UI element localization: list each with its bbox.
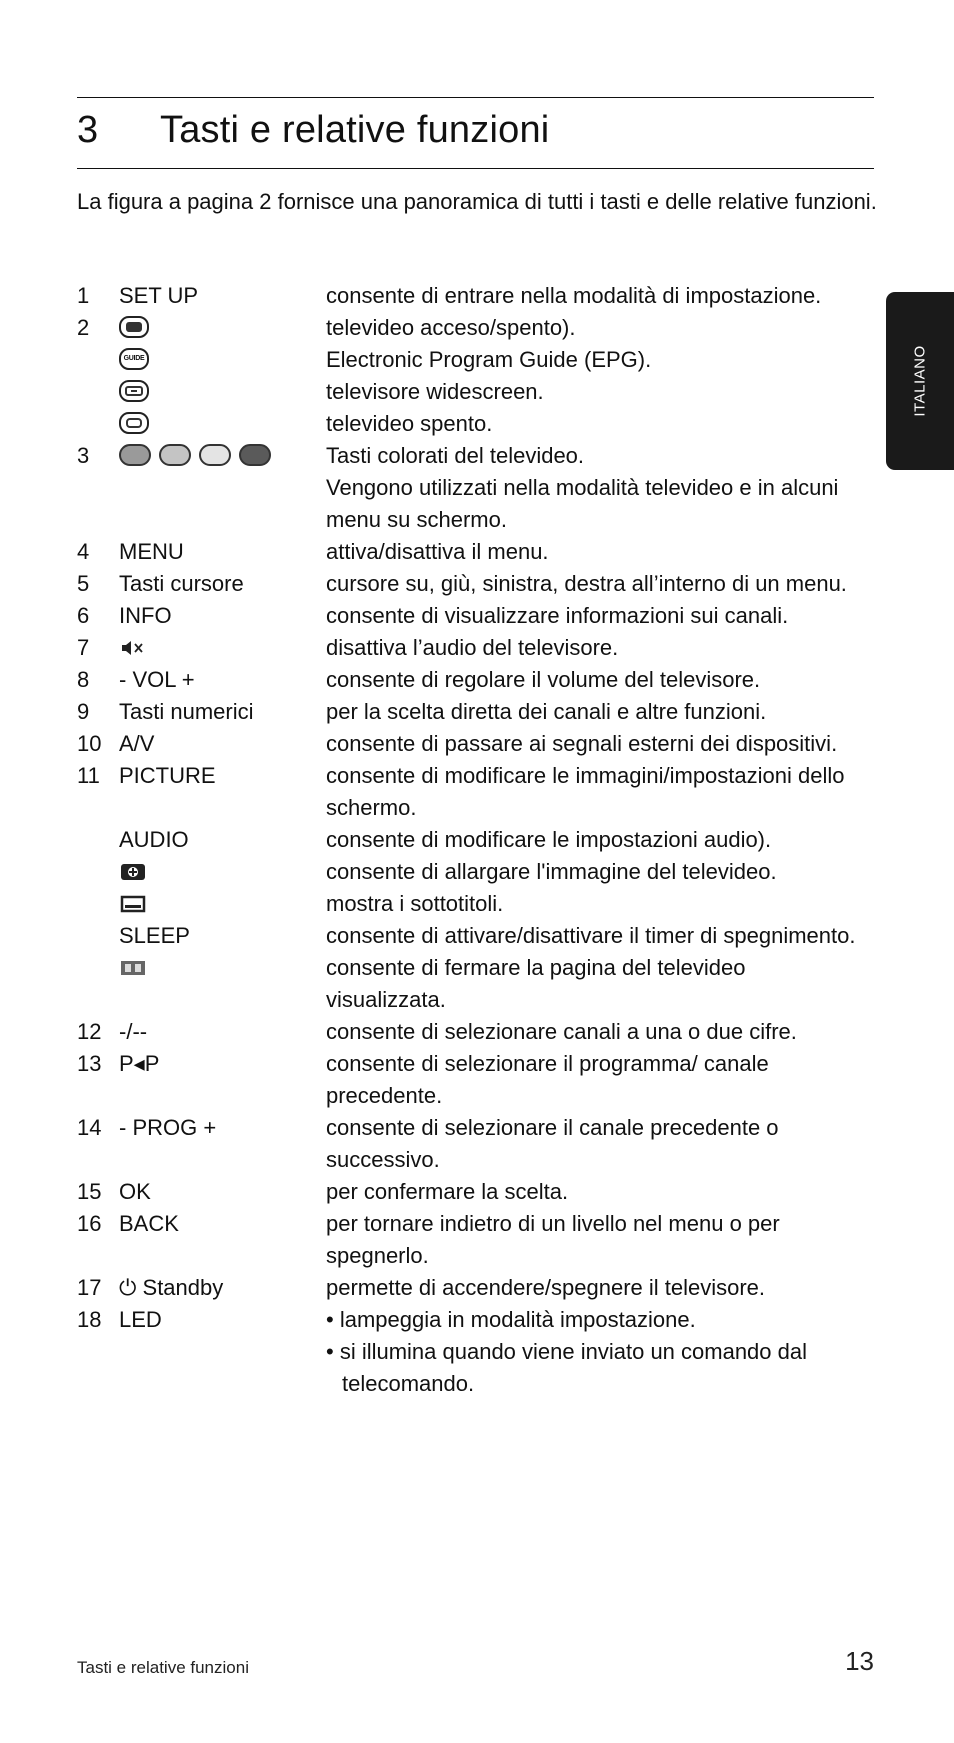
item-number bbox=[77, 824, 119, 856]
item-description bbox=[326, 344, 866, 376]
chapter-number: 3 bbox=[77, 109, 99, 151]
item-number: 16 bbox=[77, 1211, 102, 1236]
page-number: 13 bbox=[845, 1646, 874, 1676]
chapter-heading bbox=[77, 105, 549, 155]
item-number: 9 bbox=[77, 699, 90, 724]
language-tab-label: ITALIANO bbox=[911, 345, 929, 417]
item-description bbox=[326, 1016, 866, 1048]
list-item bbox=[77, 1112, 877, 1176]
description-line: consente di fermare la pagina del televideo visualizzata. bbox=[326, 955, 746, 1012]
item-key bbox=[119, 312, 326, 344]
item-key: INFO bbox=[119, 603, 172, 628]
item-key: Tasti numerici bbox=[119, 699, 254, 724]
item-key bbox=[119, 632, 326, 664]
item-description bbox=[326, 312, 866, 344]
color-key-icon bbox=[239, 444, 271, 466]
item-number: 10 bbox=[77, 731, 102, 756]
color-keys-icon bbox=[119, 443, 279, 468]
description-line: cursore su, giù, sinistra, destra all’interno di un menu. bbox=[326, 571, 847, 596]
item-description bbox=[326, 1208, 866, 1272]
item-key: - PROG + bbox=[119, 1115, 217, 1140]
item-description bbox=[326, 856, 866, 888]
description-line: per tornare indietro di un livello nel menu o per spegnerlo. bbox=[326, 1211, 780, 1268]
list-item bbox=[77, 632, 877, 664]
item-number: 3 bbox=[77, 443, 90, 468]
list-item bbox=[77, 312, 877, 344]
list-item bbox=[77, 440, 877, 536]
item-number bbox=[77, 952, 119, 1016]
item-number: 12 bbox=[77, 1019, 102, 1044]
chapter-title: Tasti e relative funzioni bbox=[160, 109, 550, 151]
description-line: consente di attivare/disattivare il timer di spegnimento. bbox=[326, 923, 856, 948]
footer-title: Tasti e relative funzioni bbox=[77, 1658, 249, 1677]
list-item bbox=[77, 1048, 877, 1112]
item-number bbox=[77, 856, 119, 888]
item-key bbox=[119, 408, 326, 440]
description-line: Vengono utilizzati nella modalità televideo e in alcuni menu su schermo. bbox=[326, 475, 839, 532]
item-key: A/V bbox=[119, 731, 155, 756]
item-number bbox=[77, 376, 119, 408]
item-number: 11 bbox=[77, 763, 100, 788]
description-line: disattiva l’audio del televisore. bbox=[326, 635, 619, 660]
item-description bbox=[326, 280, 866, 312]
list-item bbox=[77, 408, 877, 440]
list-item bbox=[77, 1016, 877, 1048]
list-item bbox=[77, 1304, 877, 1400]
item-key: SET UP bbox=[119, 283, 199, 308]
key-function-list bbox=[77, 280, 877, 1400]
list-item bbox=[77, 344, 877, 376]
list-item bbox=[77, 728, 877, 760]
heading-rule bbox=[77, 168, 874, 169]
item-description bbox=[326, 1304, 866, 1400]
item-key: Tasti cursore bbox=[119, 571, 244, 596]
item-number: 6 bbox=[77, 603, 90, 628]
list-item bbox=[77, 568, 877, 600]
item-key bbox=[119, 376, 326, 408]
list-item bbox=[77, 1272, 877, 1304]
list-item bbox=[77, 920, 877, 952]
item-key bbox=[119, 440, 326, 536]
mute-icon bbox=[119, 635, 147, 660]
description-line: consente di selezionare il programma/ canale precedente. bbox=[326, 1051, 769, 1108]
item-key: MENU bbox=[119, 539, 184, 564]
description-line: per confermare la scelta. bbox=[326, 1179, 569, 1204]
item-number: 1 bbox=[77, 283, 90, 308]
description-line: Tasti colorati del televideo. bbox=[326, 443, 585, 468]
item-description bbox=[326, 536, 866, 568]
item-description bbox=[326, 760, 866, 824]
zoom-icon bbox=[119, 859, 147, 884]
item-number: 17 bbox=[77, 1275, 102, 1300]
item-number bbox=[77, 408, 119, 440]
item-description bbox=[326, 408, 866, 440]
item-description bbox=[326, 376, 866, 408]
hold-icon bbox=[119, 955, 147, 980]
item-key bbox=[119, 856, 326, 888]
item-key: ⏻ Standby bbox=[119, 1275, 224, 1300]
list-item bbox=[77, 696, 877, 728]
list-item bbox=[77, 888, 877, 920]
description-line: consente di entrare nella modalità di impostazione. bbox=[326, 283, 822, 308]
item-description bbox=[326, 1272, 866, 1304]
list-item bbox=[77, 824, 877, 856]
list-item bbox=[77, 952, 877, 1016]
language-tab bbox=[886, 292, 954, 470]
item-description bbox=[326, 696, 866, 728]
item-key bbox=[119, 952, 326, 1016]
item-number bbox=[77, 344, 119, 376]
color-key-icon bbox=[199, 444, 231, 466]
color-key-icon bbox=[119, 444, 151, 466]
item-description bbox=[326, 1048, 866, 1112]
intro-paragraph: La figura a pagina 2 fornisce una panoramica di tutti i tasti e delle relative funzioni. bbox=[77, 189, 877, 214]
description-line: permette di accendere/spegnere il televisore. bbox=[326, 1275, 766, 1300]
teletext-on-icon bbox=[119, 315, 149, 340]
description-line: consente di regolare il volume del televisore. bbox=[326, 667, 761, 692]
item-key bbox=[119, 888, 326, 920]
top-rule bbox=[77, 97, 874, 98]
color-key-icon bbox=[159, 444, 191, 466]
description-line: consente di selezionare il canale precedente o successivo. bbox=[326, 1115, 779, 1172]
item-key bbox=[119, 344, 326, 376]
item-description bbox=[326, 920, 866, 952]
description-line: consente di modificare le impostazioni audio). bbox=[326, 827, 772, 852]
description-line: Electronic Program Guide (EPG). bbox=[326, 347, 652, 372]
list-item bbox=[77, 376, 877, 408]
description-line: consente di allargare l'immagine del televideo. bbox=[326, 859, 777, 884]
item-description bbox=[326, 664, 866, 696]
description-line: per la scelta diretta dei canali e altre funzioni. bbox=[326, 699, 767, 724]
description-line: televisore widescreen. bbox=[326, 379, 544, 404]
item-description bbox=[326, 888, 866, 920]
item-number: 2 bbox=[77, 315, 90, 340]
description-line: televideo acceso/spento). bbox=[326, 315, 576, 340]
list-item bbox=[77, 536, 877, 568]
description-line: attiva/disattiva il menu. bbox=[326, 539, 549, 564]
list-item bbox=[77, 1176, 877, 1208]
widescreen-icon bbox=[119, 379, 149, 404]
item-key: -/-- bbox=[119, 1019, 148, 1044]
bullet-line: • si illumina quando viene inviato un comando dal telecomando. bbox=[326, 1339, 808, 1396]
list-item bbox=[77, 1208, 877, 1272]
item-description bbox=[326, 440, 866, 536]
list-item bbox=[77, 760, 877, 824]
item-key: BACK bbox=[119, 1211, 179, 1236]
item-description bbox=[326, 728, 866, 760]
list-item bbox=[77, 280, 877, 312]
list-item bbox=[77, 664, 877, 696]
description-line: mostra i sottotitoli. bbox=[326, 891, 504, 916]
item-number: 14 bbox=[77, 1115, 102, 1140]
item-description bbox=[326, 952, 866, 1016]
description-line: consente di selezionare canali a una o due cifre. bbox=[326, 1019, 797, 1044]
list-item bbox=[77, 600, 877, 632]
item-number: 18 bbox=[77, 1307, 102, 1332]
item-key: LED bbox=[119, 1307, 162, 1332]
item-number: 15 bbox=[77, 1179, 102, 1204]
list-item bbox=[77, 856, 877, 888]
description-line: consente di passare ai segnali esterni dei dispositivi. bbox=[326, 731, 838, 756]
item-description bbox=[326, 632, 866, 664]
item-number: 4 bbox=[77, 539, 90, 564]
item-key: OK bbox=[119, 1179, 151, 1204]
item-number: 7 bbox=[77, 635, 90, 660]
item-number: 13 bbox=[77, 1051, 102, 1076]
item-key: PICTURE bbox=[119, 763, 216, 788]
description-line: televideo spento. bbox=[326, 411, 493, 436]
bullet-line: • lampeggia in modalità impostazione. bbox=[326, 1307, 696, 1332]
description-line: consente di visualizzare informazioni sui canali. bbox=[326, 603, 789, 628]
item-number: 5 bbox=[77, 571, 90, 596]
item-description bbox=[326, 1176, 866, 1208]
item-description bbox=[326, 600, 866, 632]
item-number bbox=[77, 920, 119, 952]
subtitle-icon bbox=[119, 891, 147, 916]
item-key: - VOL + bbox=[119, 667, 195, 692]
item-key: AUDIO bbox=[119, 827, 189, 852]
item-key: P◂P bbox=[119, 1051, 160, 1076]
item-description bbox=[326, 568, 866, 600]
description-line: consente di modificare le immagini/impostazioni dello schermo. bbox=[326, 763, 845, 820]
item-description bbox=[326, 1112, 866, 1176]
teletext-off-icon bbox=[119, 411, 149, 436]
item-number bbox=[77, 888, 119, 920]
item-number: 8 bbox=[77, 667, 90, 692]
item-key: SLEEP bbox=[119, 923, 190, 948]
guide-icon: GUIDE bbox=[119, 347, 149, 372]
item-description bbox=[326, 824, 866, 856]
